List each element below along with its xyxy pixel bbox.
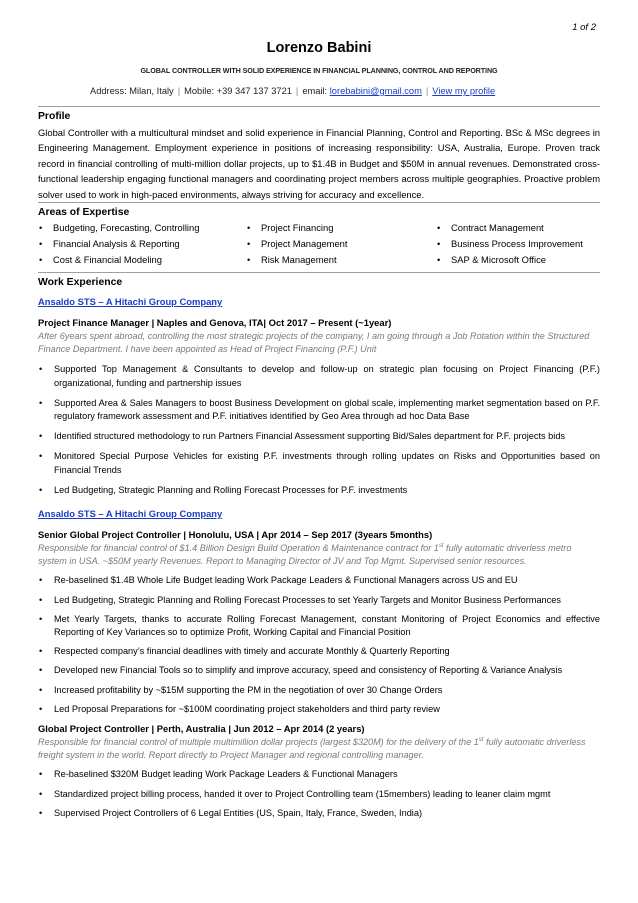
job-entry <box>38 721 600 820</box>
profile-section <box>38 106 600 202</box>
list-item: • Supported Top Management & Consultants to develop and follow-up on strategic plan focusing on Project Financing (P.F.) organizational, funding and partnership issues <box>38 363 600 389</box>
address-text: Address: Milan, Italy <box>90 86 174 96</box>
mobile-text: Mobile: +39 347 137 3721 <box>184 86 292 96</box>
job-role: Global Project Controller | Perth, Australia | Jun 2012 – Apr 2014 (2 years) <box>38 723 365 735</box>
view-profile-link[interactable]: View my profile <box>432 86 496 96</box>
expertise-item: • Contract Management <box>436 220 600 236</box>
description-part: fully automatic driverless freight system in the world. Report directly to Project Manager and regional controlling manager. <box>38 737 586 761</box>
separator: | <box>177 86 181 96</box>
email-label: email: <box>302 86 330 96</box>
list-item: • Led Budgeting, Strategic Planning and Rolling Forecast Processes for P.F. investments <box>38 484 600 497</box>
superscript: st <box>478 737 484 744</box>
separator: | <box>425 86 429 96</box>
list-item: • Supported Area & Sales Managers to boost Business Development on global scale, implementing market segmentation based on P.F. regulatory framework assessment and P.F. initiatives identified by Geo Area through ad hoc Data Base <box>38 397 600 423</box>
description-part: Responsible for financial control of $1.4 Billion Design Build Operation & Maintenance contract for 1 <box>38 543 439 554</box>
list-item: • Identified structured methodology to run Partners Financial Assessment supporting Bid/Sales department for P.F. projects bids <box>38 430 600 443</box>
expertise-item: • Risk Management <box>246 252 436 268</box>
list-item: • Increased profitability by ~$15M supporting the PM in the negotiation of over 30 Change Orders <box>38 684 600 697</box>
job-role: Senior Global Project Controller | Honolulu, USA | Apr 2014 – Sep 2017 (3years 5months) <box>38 529 433 541</box>
candidate-name: Lorenzo Babini <box>266 40 372 56</box>
expertise-section <box>38 202 600 269</box>
list-item: • Developed new Financial Tools so to simplify and improve accuracy, speed and consistency of Reporting & Variance Analysis <box>38 664 600 677</box>
profile-heading: Profile <box>38 106 600 123</box>
work-heading: Work Experience <box>38 272 600 289</box>
job-description <box>38 736 600 762</box>
expertise-item: • Financial Analysis & Reporting <box>38 236 246 252</box>
page-number: 1 of 2 <box>572 22 596 33</box>
contact-line <box>90 86 495 96</box>
expertise-item: • Project Management <box>246 236 436 252</box>
description-part: fully automatic driverless metro system in USA. ~$50M yearly Revenues. Report to Managing Director of JV and Top Mgmt. Supervised senior resources. <box>38 543 572 567</box>
list-item: • Respected company’s financial deadlines with timely and accurate Monthly & Quarterly Reporting <box>38 645 600 658</box>
expertise-column <box>246 220 436 269</box>
description-part: Responsible for financial control of multiple multimillion dollar projects (largest $320M) for the delivery of the 1 <box>38 737 479 748</box>
list-item: • Led Proposal Preparations for ~$100M coordinating project stakeholders and third party review <box>38 703 600 716</box>
expertise-column <box>38 220 246 269</box>
expertise-item: • Project Financing <box>246 220 436 236</box>
list-item: • Standardized project billing process, handed it over to Project Controlling team (15members) leading to leaner claim mgmt <box>38 788 600 801</box>
list-item: • Supervised Project Controllers of 6 Legal Entities (US, Spain, Italy, France, Sweden, India) <box>38 807 600 820</box>
expertise-column <box>436 220 600 269</box>
expertise-heading: Areas of Expertise <box>38 202 600 219</box>
job-description: After 6years spent abroad, controlling the most strategic projects of the company, I am going through a Job Rotation within the Structured Finance Department. I have been appointed as Head of Project Financing (P.F.) Unit <box>38 331 590 355</box>
list-item: • Re-baselined $320M Budget leading Work Package Leaders & Functional Managers <box>38 768 600 781</box>
company-link[interactable]: Ansaldo STS – A Hitachi Group Company <box>38 508 223 520</box>
email-link[interactable]: lorebabini@gmail.com <box>329 86 422 96</box>
job-description <box>38 542 600 568</box>
expertise-grid <box>38 220 600 269</box>
expertise-item: • SAP & Microsoft Office <box>436 252 600 268</box>
job-bullets <box>38 574 600 716</box>
list-item: • Monitored Special Purpose Vehicles for existing P.F. investments through rolling updates on Risks and Opportunities based on Financial Trends <box>38 450 600 476</box>
list-item: • Met Yearly Targets, thanks to accurate Rolling Forecast Management, constant Monitoring of Project Economics and effective Reporting of Key Variances so to optimize Profit, Working Capital and Financial Position <box>38 613 600 639</box>
list-item: • Re-baselined $1.4B Whole Life Budget leading Work Package Leaders & Functional Managers across US and EU <box>38 574 600 587</box>
separator: | <box>295 86 299 96</box>
tagline: GLOBAL CONTROLLER WITH SOLID EXPERIENCE IN FINANCIAL PLANNING, CONTROL AND REPORTING <box>140 66 498 75</box>
job-entry <box>38 295 600 497</box>
job-bullets <box>38 768 600 820</box>
expertise-item: • Cost & Financial Modeling <box>38 252 246 268</box>
list-item: • Led Budgeting, Strategic Planning and Rolling Forecast Processes to set Yearly Targets and Monitor Business Performances <box>38 594 600 607</box>
superscript: st <box>438 543 444 549</box>
company-link[interactable]: Ansaldo STS – A Hitachi Group Company <box>38 296 223 307</box>
job-role: Project Finance Manager | Naples and Genova, ITA| Oct 2017 – Present (~1year) <box>38 317 392 328</box>
profile-text: Global Controller with a multicultural mindset and solid experience in Financial Planning, Control and Reporting. BSc & MSc degrees in Engineering Management. Employment experience in positions of increasing responsibility: USA, Australia, Europe. Proven track record in financial controlling of multi-million dollar projects, up to $1.4B in Budget and $50M in annual revenues. Demonstrated cross-functional leadership engaging functional managers and coordinating project members across multiple geographies. Proactive problem solver used to work in high-paced environments, always striving for accuracy and excellence. <box>38 127 600 200</box>
work-section <box>38 272 600 820</box>
expertise-item: • Budgeting, Forecasting, Controlling <box>38 220 246 236</box>
job-entry <box>38 507 600 716</box>
expertise-item: • Business Process Improvement <box>436 236 600 252</box>
job-bullets <box>38 363 600 497</box>
